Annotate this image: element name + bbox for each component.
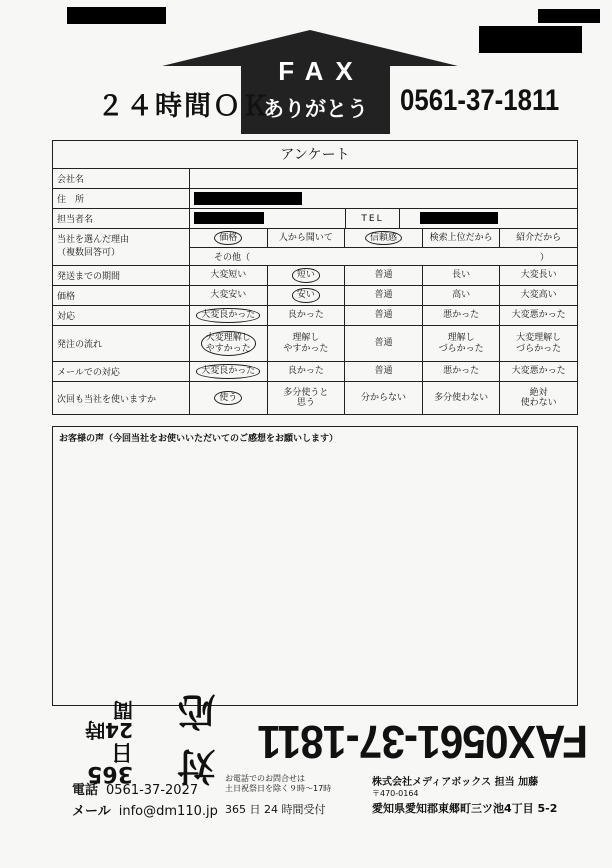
rating-row bbox=[53, 306, 577, 326]
banner-days: 365日 bbox=[87, 739, 133, 786]
rating-option-label: 高い bbox=[452, 290, 471, 301]
rating-option-label: 大変長い bbox=[520, 270, 557, 281]
footer-tel-number: 0561-37-2027 bbox=[106, 783, 199, 798]
rating-label: 価格 bbox=[53, 286, 190, 305]
rating-option-label: 理解し づらかった bbox=[438, 333, 484, 354]
rating-option-label: 分からない bbox=[360, 392, 406, 403]
reason-option[interactable] bbox=[268, 229, 346, 247]
rating-row bbox=[53, 286, 577, 306]
rating-label: 次回も当社を使いますか bbox=[53, 382, 190, 414]
rating-option[interactable] bbox=[345, 286, 423, 305]
rating-option[interactable] bbox=[190, 266, 268, 285]
rating-option[interactable] bbox=[190, 362, 268, 381]
fax-thanks: ありがとう bbox=[263, 97, 368, 121]
rating-option[interactable] bbox=[423, 306, 501, 325]
rating-option-label: 絶対 使わない bbox=[520, 387, 557, 408]
rating-option-label: 普通 bbox=[374, 338, 393, 349]
redaction-bar bbox=[194, 212, 264, 224]
reason-option[interactable] bbox=[423, 229, 501, 247]
rating-option-label: 多分使わない bbox=[434, 392, 489, 403]
rating-option[interactable] bbox=[190, 326, 268, 361]
redaction-bar bbox=[67, 7, 166, 24]
company-label: 会社名 bbox=[53, 169, 190, 188]
address-label: 住 所 bbox=[53, 189, 190, 208]
rating-option[interactable] bbox=[423, 286, 501, 305]
fax-number: 0561-37-1811 bbox=[400, 84, 560, 117]
footer-company: 株式会社メディアボックス 担当 加藤 bbox=[372, 777, 539, 788]
rating-option[interactable] bbox=[268, 286, 346, 305]
customer-voice-label: お客様の声（今回当社をお使いいただいてのご感想をお願いします） bbox=[59, 434, 339, 444]
rating-option-label: 普通 bbox=[374, 290, 393, 301]
rating-option-label: 大変理解し づらかった bbox=[516, 333, 562, 354]
redaction-bar bbox=[194, 192, 302, 205]
rating-option-label: 短い bbox=[292, 268, 320, 282]
rating-option-label: 大変良かった bbox=[196, 364, 260, 378]
fax-title: FAX bbox=[278, 56, 365, 86]
company-field[interactable] bbox=[190, 169, 577, 188]
footer-hours: 365 日 24 時間受付 bbox=[225, 803, 326, 816]
rating-option[interactable] bbox=[190, 306, 268, 325]
rating-option-label: 良かった bbox=[287, 366, 324, 377]
reason-option-label: 検索上位だから bbox=[429, 232, 493, 243]
footer-hours-note: お電話でのお問合せは 土日祝祭日を除く９時〜17時 bbox=[225, 774, 332, 793]
rating-option-label: 普通 bbox=[374, 270, 393, 281]
rating-row bbox=[53, 326, 577, 362]
rating-option[interactable] bbox=[500, 306, 577, 325]
rating-row bbox=[53, 382, 577, 414]
rating-option-label: 大変良かった bbox=[196, 308, 260, 322]
rating-option-label: 悪かった bbox=[443, 366, 480, 377]
rating-option-label: 大変短い bbox=[210, 270, 247, 281]
hours-ok-text: ２４時間ＯＫ bbox=[97, 91, 271, 122]
reason-option-label: 価格 bbox=[214, 231, 242, 245]
rating-option[interactable] bbox=[345, 266, 423, 285]
rating-option[interactable] bbox=[190, 382, 268, 414]
footer-mail-address: info@dm110.jp bbox=[118, 804, 218, 819]
rating-option[interactable] bbox=[423, 266, 501, 285]
rating-option[interactable] bbox=[500, 326, 577, 361]
reason-options bbox=[190, 229, 577, 248]
rating-option[interactable] bbox=[345, 382, 423, 414]
rating-option[interactable] bbox=[423, 326, 501, 361]
rating-label: メールでの対応 bbox=[53, 362, 190, 381]
rating-label: 対応 bbox=[53, 306, 190, 325]
rating-option[interactable] bbox=[500, 286, 577, 305]
customer-voice-box[interactable] bbox=[52, 426, 578, 706]
rating-option-label: 大変悪かった bbox=[511, 366, 566, 377]
address-row bbox=[53, 189, 577, 209]
banner-fax-number: FAX0561-37-1811 bbox=[258, 716, 588, 768]
rating-option-label: 使う bbox=[214, 391, 242, 405]
survey-table bbox=[52, 140, 578, 415]
reason-other-label: その他（ bbox=[214, 253, 251, 263]
rating-option-label: 理解し やすかった bbox=[283, 333, 329, 354]
rating-option[interactable] bbox=[345, 326, 423, 361]
rating-option-label: 長い bbox=[452, 270, 471, 281]
address-field[interactable] bbox=[190, 189, 577, 208]
footer-mail-label: メール bbox=[72, 804, 111, 819]
rating-option-label: 多分使うと 思う bbox=[283, 387, 329, 408]
rating-option-label: 大変悪かった bbox=[511, 310, 566, 321]
footer-mail bbox=[72, 800, 218, 819]
company-row bbox=[53, 169, 577, 189]
footer-address: 愛知県愛知郡東郷町三ツ池4丁目 5-2 bbox=[372, 802, 558, 815]
reason-option-label: 紹介だから bbox=[516, 232, 562, 243]
rating-option[interactable] bbox=[345, 362, 423, 381]
rating-option[interactable] bbox=[423, 382, 501, 414]
reason-label: 当社を選んだ理由 （複数回答可） bbox=[53, 229, 190, 265]
rating-option[interactable] bbox=[268, 266, 346, 285]
footer-tel bbox=[72, 779, 198, 798]
reason-row bbox=[53, 229, 577, 266]
rating-option-label: 良かった bbox=[287, 310, 324, 321]
rating-option-label: 安い bbox=[292, 288, 320, 302]
tel-field[interactable] bbox=[400, 209, 577, 228]
footer-tel-label: 電話 bbox=[72, 783, 99, 798]
rating-option[interactable] bbox=[268, 326, 346, 361]
rating-option[interactable] bbox=[345, 306, 423, 325]
rating-option[interactable] bbox=[268, 306, 346, 325]
reason-option[interactable] bbox=[190, 229, 268, 247]
rating-label: 発送までの期間 bbox=[53, 266, 190, 285]
rating-option-label: 大変高い bbox=[520, 290, 557, 301]
reason-other-close: ） bbox=[539, 253, 549, 263]
rating-option-label: 悪かった bbox=[443, 310, 480, 321]
reason-option-label: 信頼感 bbox=[365, 231, 402, 245]
reason-option[interactable] bbox=[500, 229, 577, 247]
rating-label: 発注の流れ bbox=[53, 326, 190, 361]
contact-label: 担当者名 bbox=[53, 209, 190, 228]
rating-row bbox=[53, 362, 577, 382]
rating-option[interactable] bbox=[268, 382, 346, 414]
reason-option-label: 人から聞いて bbox=[278, 232, 333, 243]
rating-option-label: 大変安い bbox=[210, 290, 247, 301]
banner-taiou: 対応 bbox=[177, 689, 216, 788]
rating-option[interactable] bbox=[500, 382, 577, 414]
rating-option[interactable] bbox=[500, 362, 577, 381]
contact-row bbox=[53, 209, 577, 229]
tel-label: TEL bbox=[345, 209, 400, 228]
redaction-bar bbox=[538, 9, 600, 23]
rating-row bbox=[53, 266, 577, 286]
contact-field[interactable] bbox=[190, 209, 345, 228]
rating-option-label: 普通 bbox=[374, 310, 393, 321]
rating-option[interactable] bbox=[190, 286, 268, 305]
survey-title: アンケート bbox=[53, 141, 577, 169]
rating-option[interactable] bbox=[423, 362, 501, 381]
rating-option-label: 大変理解し やすかった bbox=[201, 331, 256, 356]
redaction-bar bbox=[479, 26, 582, 53]
banner-hours: 24時間 bbox=[85, 698, 133, 742]
reason-other[interactable] bbox=[190, 248, 577, 265]
rating-option[interactable] bbox=[500, 266, 577, 285]
redaction-bar bbox=[420, 212, 498, 224]
reason-option[interactable] bbox=[345, 229, 423, 247]
footer-zip: 〒470-0164 bbox=[372, 789, 419, 798]
rating-option[interactable] bbox=[268, 362, 346, 381]
rating-option-label: 普通 bbox=[374, 366, 393, 377]
